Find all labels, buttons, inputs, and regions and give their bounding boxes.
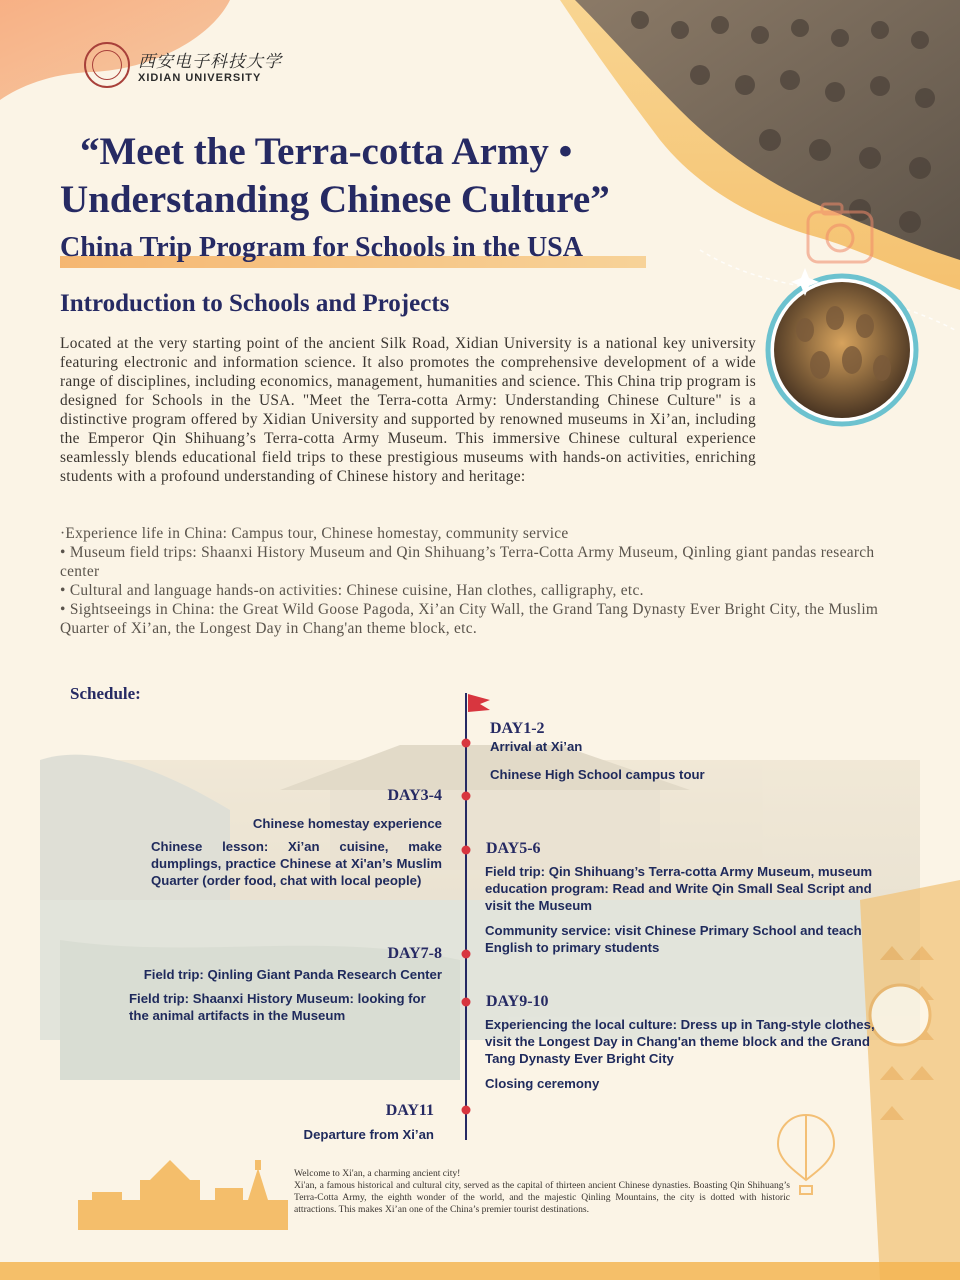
day3-4-item: Chinese lesson: Xi’an cuisine, make dumplings, practice Chinese at Xi'an’s Muslim Quarter (order food, chat with local people) <box>151 839 442 888</box>
day11-label: DAY11 <box>385 1102 434 1119</box>
bullet-item: ·Experience life in China: Campus tour, Chinese homestay, community service <box>60 525 569 542</box>
university-seal-icon <box>84 42 130 88</box>
footer-body: Xi'an, a famous historical and cultural city, served as the capital of thirteen ancient Chinese dynasties. Boasting Qin Shihuang’s Terra-Cotta Army, the eighth wonder of the world, and the majestic Qinling Mountains, the city is dotted with historic attractions. This makes Xi’an one of the China’s premier tourist destinations. <box>294 1180 790 1215</box>
page-title <box>60 128 700 224</box>
day7-8-label: DAY7-8 <box>387 945 442 962</box>
day1-2-item: Chinese High School campus tour <box>490 767 705 782</box>
day3-4-label: DAY3-4 <box>387 787 442 804</box>
university-name-en: XIDIAN UNIVERSITY <box>138 71 262 84</box>
bullet-item: • Sightseeings in China: the Great Wild Goose Pagoda, Xi’an City Wall, the Grand Tang Dynasty Ever Bright City, the Muslim Quarter of Xi’an, the Longest Day in Chang'an theme block, etc. <box>60 601 879 637</box>
title-line-2: Understanding Chinese Culture” <box>60 178 610 221</box>
day1-2-label: DAY1-2 <box>490 720 545 737</box>
schedule-label: Schedule: <box>70 684 141 703</box>
bullet-item: • Cultural and language hands-on activities: Chinese cuisine, Han clothes, calligraphy, etc. <box>60 582 644 599</box>
footer-text <box>294 1168 790 1216</box>
day7-8-item: Field trip: Shaanxi History Museum: looking for the animal artifacts in the Museum <box>129 991 426 1023</box>
day1-2-item: Arrival at Xi’an <box>490 739 583 754</box>
page-subtitle: China Trip Program for Schools in the USA <box>60 232 583 263</box>
intro-body: Located at the very starting point of the ancient Silk Road, Xidian University is a national key university featuring electronic and information science. It also promotes the comprehensive development of a wide range of disciplines, including economics, management, humanities and science. This China trip program is designed for Schools in the USA. "Meet the Terra-cotta Army: Understanding Chinese Culture" is a distinctive program offered by Xidian University and supported by renowned museums in Xi’an, including the Emperor Qin Shihuang’s Terra-cotta Army Museum. This immersive Chinese cultural experience seamlessly blends educational field trips to these prestigious museums with hands-on activities, enriching students with a profound understanding of Chinese history and heritage: <box>60 335 756 485</box>
soldier-circle-photo <box>774 282 910 418</box>
day5-6-item: Community service: visit Chinese Primary School and teach English to primary students <box>485 923 862 955</box>
day9-10-item: Closing ceremony <box>485 1076 600 1091</box>
bullet-item: • Museum field trips: Shaanxi History Museum and Qin Shihuang’s Terra-Cotta Army Museum, Qinling giant pandas research center <box>60 544 875 580</box>
university-name-cn: 西安电子科技大学 <box>138 51 282 72</box>
flag-icon <box>466 693 490 720</box>
title-line-1: “Meet the Terra-cotta Army • <box>80 130 573 173</box>
day11-item: Departure from Xi’an <box>303 1127 434 1142</box>
day3-4-item: Chinese homestay experience <box>252 816 442 831</box>
university-logo <box>84 42 282 88</box>
day5-6-label: DAY5-6 <box>486 840 541 857</box>
day5-6-item: Field trip: Qin Shihuang’s Terra-cotta Army Museum, museum education program: Read and Write Qin Small Seal Script and visit the Museum <box>485 864 873 913</box>
day9-10-item: Experiencing the local culture: Dress up in Tang-style clothes, visit the Longest Day in Chang'an theme block and the Grand Tang Dynasty Ever Bright City <box>485 1017 875 1066</box>
xian-skyline-silhouette <box>78 1160 288 1230</box>
footer-welcome: Welcome to Xi'an, a charming ancient city! <box>294 1168 461 1179</box>
intro-heading: Introduction to Schools and Projects <box>60 290 450 317</box>
day7-8-item: Field trip: Qinling Giant Panda Research Center <box>143 967 442 982</box>
program-bullets <box>60 524 906 638</box>
day9-10-label: DAY9-10 <box>486 993 549 1010</box>
